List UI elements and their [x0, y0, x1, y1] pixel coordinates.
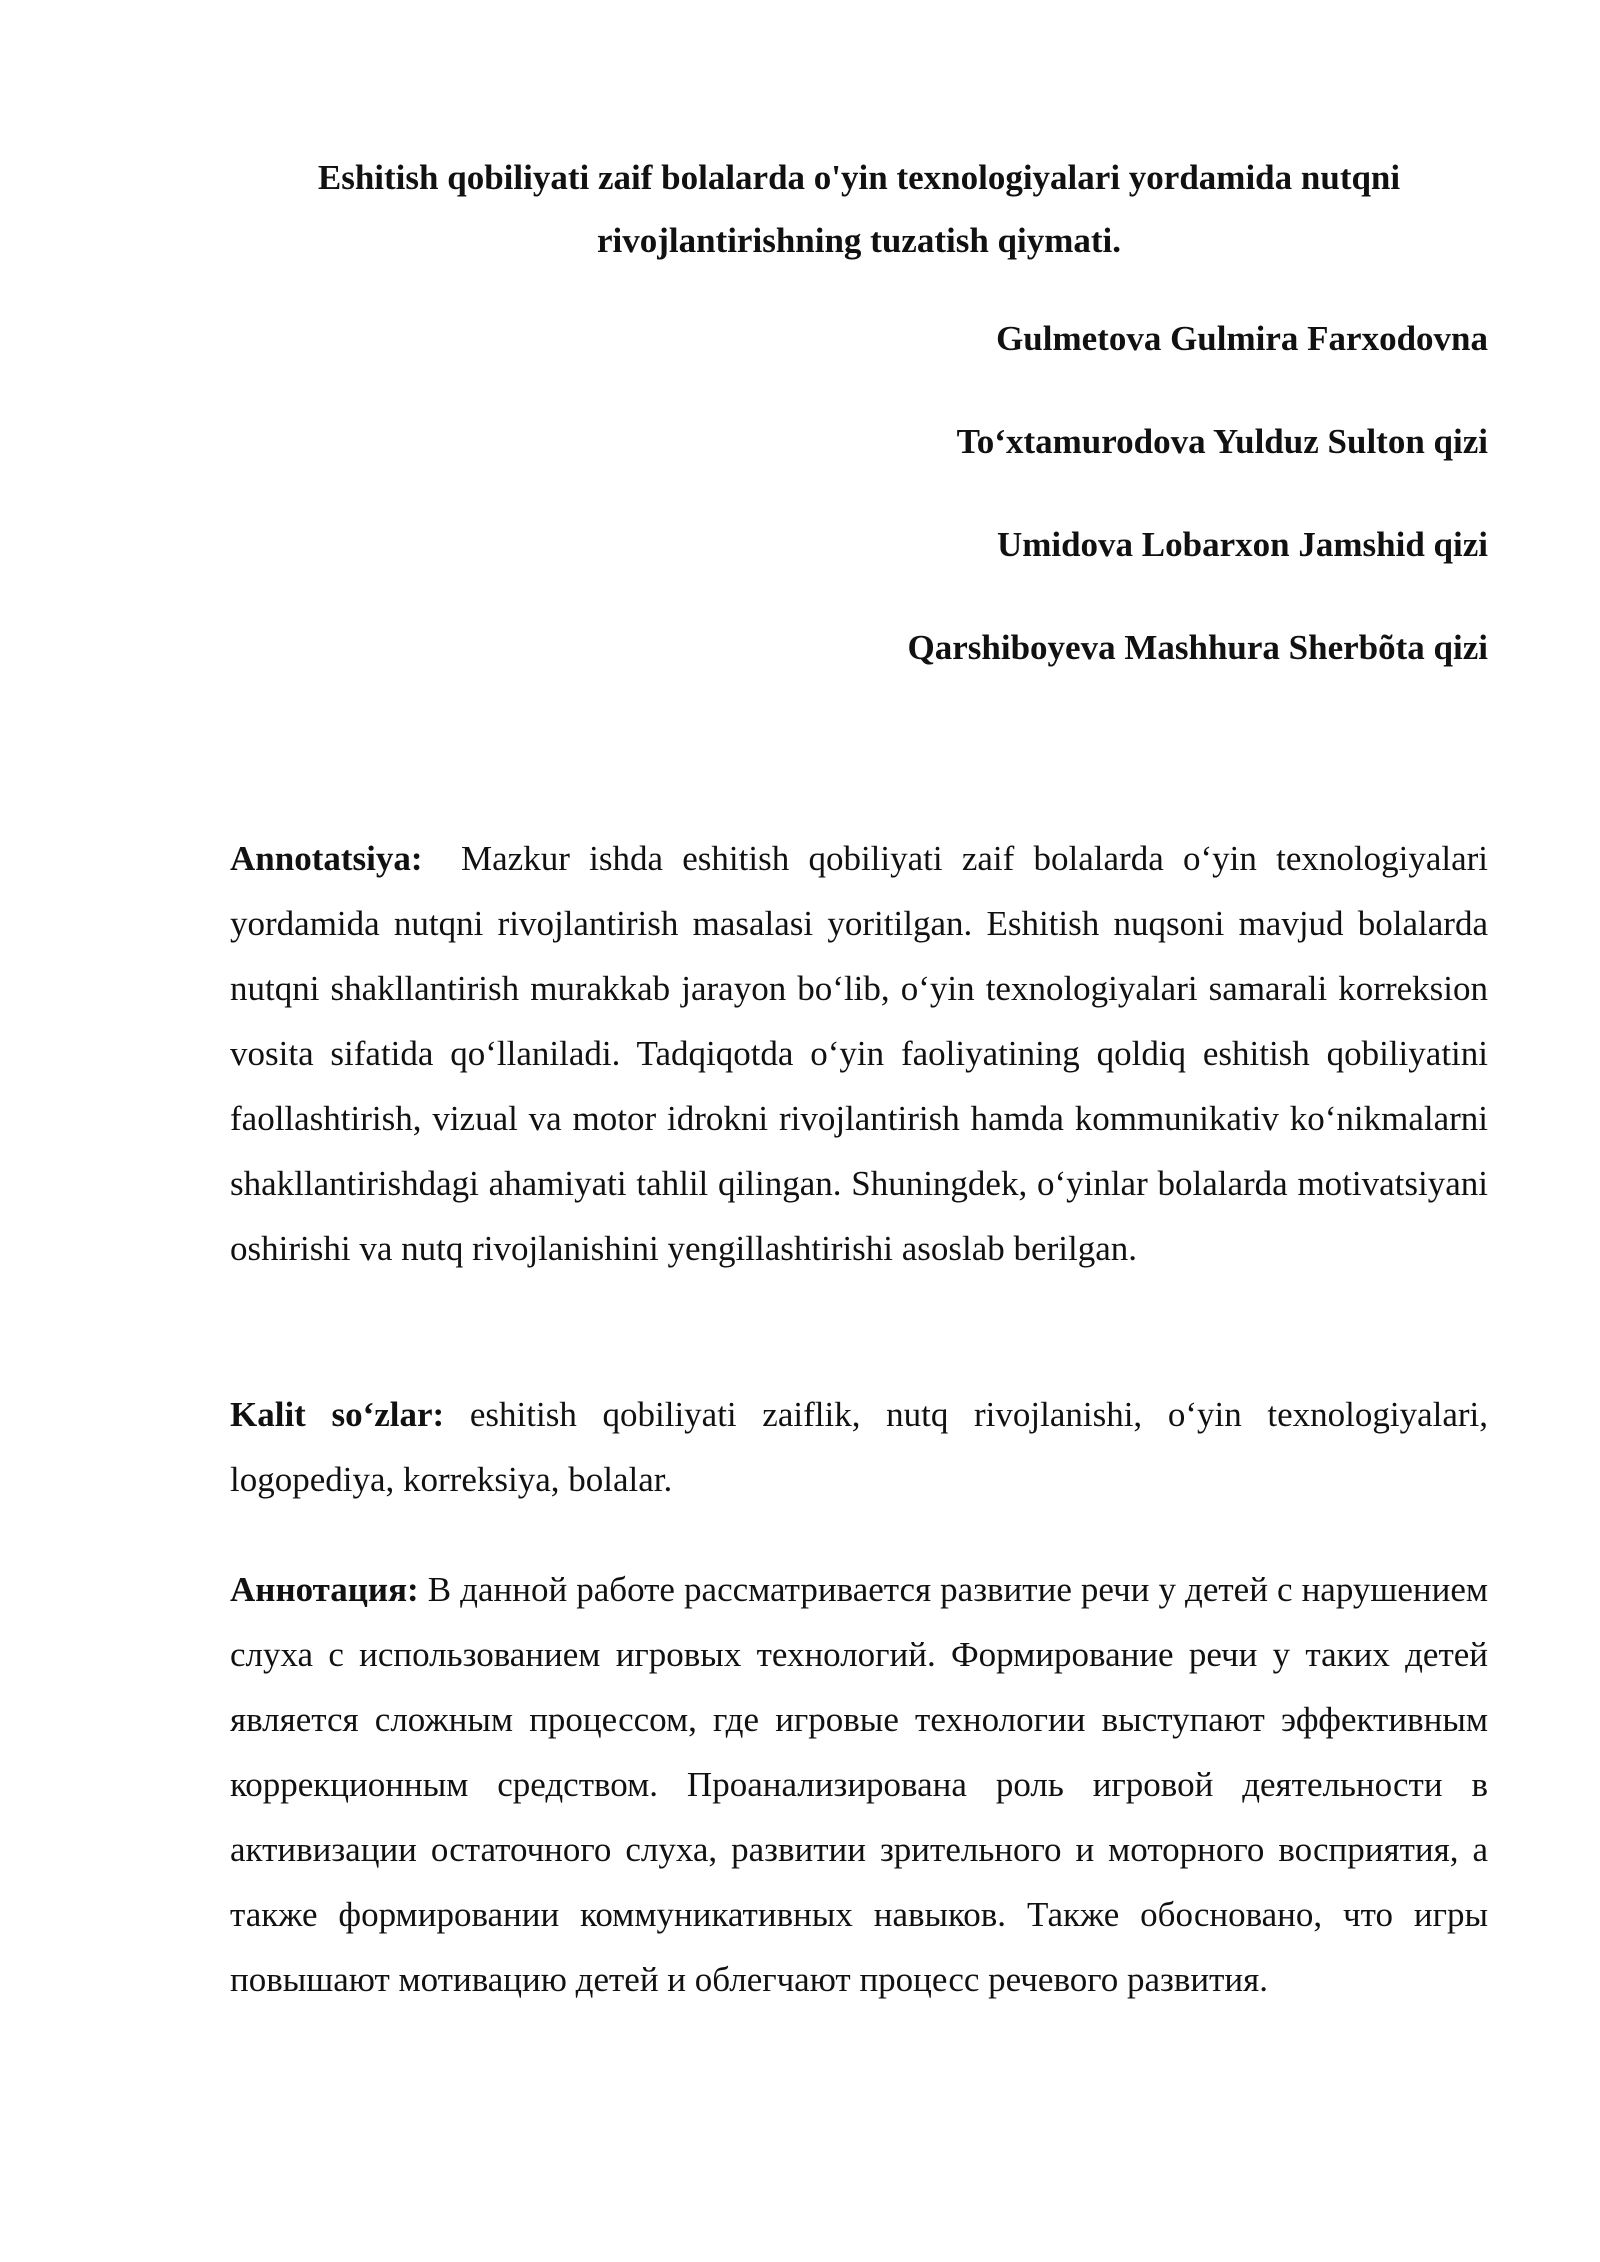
annotation-uzbek-label: Annotatsiya: — [230, 839, 423, 878]
author-name: Qarshiboyeva Mashhura Sherbõta qizi — [907, 628, 1488, 667]
author-name: Umidova Lobarxon Jamshid qizi — [996, 525, 1488, 564]
paper-title-line-1: Eshitish qobiliyati zaif bolalarda o'yin texnologiyalari yordamida nutqni — [317, 158, 1401, 197]
annotation-russian — [230, 1557, 1488, 2012]
author-list — [230, 316, 1488, 728]
paper-title — [230, 146, 1488, 272]
annotation-uzbek-text: Mazkur ishda eshitish qobiliyati zaif bolalarda o‘yin texnologiyalari yordamida nutqni rivojlantirish masalasi yoritilgan. Eshitish nuqsoni mavjud bolalarda nutqni shakllantirish murakkab jarayon bo‘lib, o‘yin texnologiyalari samarali korreksion vosita sifatida qo‘llaniladi. Tadqiqotda o‘yin faoliyatining qoldiq eshitish qobiliyatini faollashtirish, vizual va motor idrokni rivojlantirish hamda kommunikativ ko‘nikmalarni shakllantirishdagi ahamiyati tahlil qilingan. Shuningdek, o‘yinlar bolalarda motivatsiyani oshirishi va nutq rivojlanishini yengillashtirishi asoslab berilgan. — [230, 839, 1489, 1268]
annotation-uzbek — [230, 826, 1488, 1281]
keywords-uzbek-text: eshitish qobiliyati zaiflik, nutq rivojlanishi, o‘yin texnologiyalari, logopediya, korreksiya, bolalar. — [230, 1395, 1489, 1499]
paper-title-line-2: rivojlantirishning tuzatish qiymati. — [596, 221, 1122, 260]
keywords-uzbek-label: Kalit so‘zlar: — [230, 1395, 445, 1434]
author-name: To‘xtamurodova Yulduz Sulton qizi — [956, 422, 1488, 461]
annotation-russian-text: В данной работе рассматривается развитие речи у детей с нарушением слуха с использованием игровых технологий. Формирование речи у таких детей является сложным процессом, где игровые технологии выступают эффективным коррекционным средством. Проанализирована роль игровой деятельности в активизации остаточного слуха, развитии зрительного и моторного восприятия, а также формировании коммуникативных навыков. Также обосновано, что игры повышают мотивацию детей и облегчают процесс речевого развития. — [230, 1570, 1489, 1999]
author-name: Gulmetova Gulmira Farxodovna — [996, 319, 1488, 358]
annotation-russian-label: Аннотация: — [230, 1570, 419, 1609]
keywords-uzbek — [230, 1382, 1488, 1512]
